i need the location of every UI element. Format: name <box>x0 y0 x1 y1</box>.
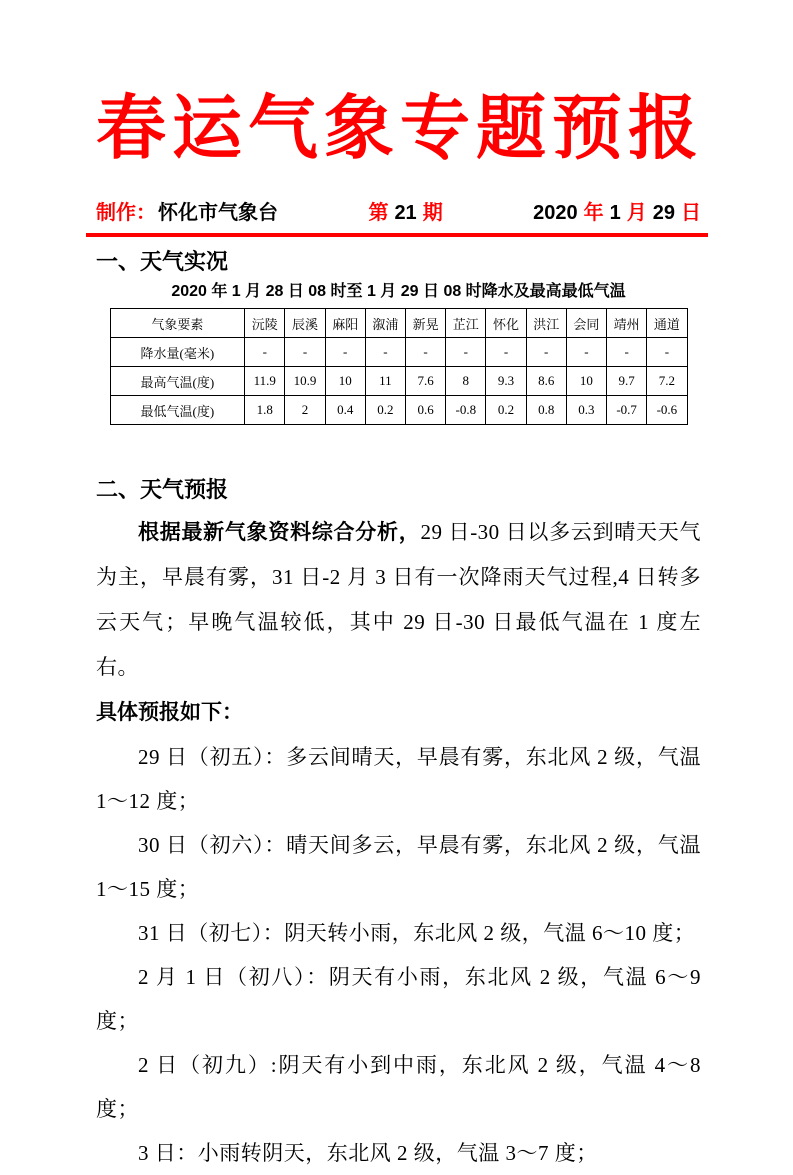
date-year-unit: 年 <box>583 202 604 224</box>
value-cell: - <box>365 338 405 367</box>
forecast-item-feb3: 3 日：小雨转阴天，东北风 2 级，气温 3～7 度； <box>138 1141 598 1165</box>
value-cell: 0.6 <box>406 396 446 425</box>
date-year: 2020 <box>533 202 578 224</box>
forecast-item-feb1: 2 月 1 日（初八）：阴天有小雨，东北风 2 级，气温 6～9 度； <box>96 965 701 1033</box>
doc-title: 春运气象专题预报 <box>96 91 704 168</box>
table-header-cell: 怀化 <box>486 309 526 338</box>
forecast-summary-lead: 根据最新气象资料综合分析， <box>138 521 421 544</box>
value-cell: 10 <box>325 367 365 396</box>
section-weather-actual-heading: 一、天气实况 <box>96 249 229 274</box>
issue-prefix: 第 <box>368 202 389 224</box>
issue-suffix: 期 <box>422 202 443 224</box>
forecast-item-day30: 30 日（初六）：晴天间多云，早晨有雾，东北风 2 级，气温 1～15 度； <box>96 833 701 901</box>
value-cell: 10.9 <box>285 367 325 396</box>
row-label-cell: 降水量(毫米) <box>110 338 245 367</box>
table-header-cell: 芷江 <box>446 309 486 338</box>
issue-number <box>368 198 442 228</box>
masthead <box>96 198 701 228</box>
table-header-cell: 沅陵 <box>245 309 285 338</box>
value-cell: - <box>446 338 486 367</box>
value-cell: -0.6 <box>647 396 687 425</box>
publish-date <box>533 198 701 228</box>
table-header-cell: 溆浦 <box>365 309 405 338</box>
value-cell: 0.3 <box>566 396 606 425</box>
value-cell: - <box>647 338 687 367</box>
table-row-max-temp <box>110 367 687 396</box>
value-cell: - <box>526 338 566 367</box>
red-divider <box>86 233 708 237</box>
producer <box>96 198 278 228</box>
forecast-item-feb2: 2 日（初九）:阴天有小到中雨，东北风 2 级，气温 4～8 度； <box>96 1053 701 1121</box>
table-header-row <box>110 309 687 338</box>
producer-value: 怀化市气象台 <box>158 202 278 224</box>
value-cell: 10 <box>566 367 606 396</box>
value-cell: - <box>245 338 285 367</box>
value-cell: 11.9 <box>245 367 285 396</box>
row-label-cell: 最高气温(度) <box>110 367 245 396</box>
value-cell: - <box>325 338 365 367</box>
table-header-cell: 靖州 <box>607 309 647 338</box>
value-cell: 1.8 <box>245 396 285 425</box>
date-day: 29 <box>652 202 675 224</box>
value-cell: 8 <box>446 367 486 396</box>
value-cell: - <box>607 338 647 367</box>
table-header-cell: 通道 <box>647 309 687 338</box>
value-cell: 8.6 <box>526 367 566 396</box>
producer-label: 制作： <box>96 202 156 224</box>
forecast-detail-heading: 具体预报如下： <box>96 701 243 724</box>
forecast-summary <box>96 510 701 690</box>
row-label-cell: 最低气温(度) <box>110 396 245 425</box>
value-cell: -0.7 <box>607 396 647 425</box>
table-header-cell: 辰溪 <box>285 309 325 338</box>
table-header-cell: 气象要素 <box>110 309 245 338</box>
value-cell: - <box>486 338 526 367</box>
value-cell: 2 <box>285 396 325 425</box>
value-cell: -0.8 <box>446 396 486 425</box>
table-header-cell: 麻阳 <box>325 309 365 338</box>
forecast-item-day29: 29 日（初五）：多云间晴天，早晨有雾，东北风 2 级，气温 1～12 度； <box>96 745 701 813</box>
value-cell: 9.3 <box>486 367 526 396</box>
issue-value: 21 <box>394 202 417 224</box>
table-row-min-temp <box>110 396 687 425</box>
weather-table <box>110 308 688 425</box>
value-cell: - <box>406 338 446 367</box>
table-header-cell: 洪江 <box>526 309 566 338</box>
forecast-summary-body: 29 日-30 日以多云到晴天天气为主，早晨有雾，31 日-2 月 3 日有一次降雨天气过程,4 日转多云天气；早晚气温较低，其中 29 日-30 日最低气温在 1 度左右。 <box>96 520 701 679</box>
value-cell: 0.8 <box>526 396 566 425</box>
table-row-precipitation <box>110 338 687 367</box>
value-cell: 7.2 <box>647 367 687 396</box>
value-cell: - <box>566 338 606 367</box>
value-cell: 0.4 <box>325 396 365 425</box>
section-weather-forecast-heading: 二、天气预报 <box>96 477 229 502</box>
value-cell: 7.6 <box>406 367 446 396</box>
table-header-cell: 新晃 <box>406 309 446 338</box>
date-month-unit: 月 <box>626 202 647 224</box>
value-cell: 9.7 <box>607 367 647 396</box>
value-cell: - <box>285 338 325 367</box>
table-header-cell: 会同 <box>566 309 606 338</box>
forecast-item-day31: 31 日（初七）：阴天转小雨，东北风 2 级，气温 6～10 度； <box>138 921 696 945</box>
value-cell: 11 <box>365 367 405 396</box>
table-title: 2020 年 1 月 28 日 08 时至 1 月 29 日 08 时降水及最高最低气温 <box>171 283 626 300</box>
value-cell: 0.2 <box>486 396 526 425</box>
value-cell: 0.2 <box>365 396 405 425</box>
date-month: 1 <box>609 202 621 224</box>
date-day-unit: 日 <box>681 202 701 224</box>
